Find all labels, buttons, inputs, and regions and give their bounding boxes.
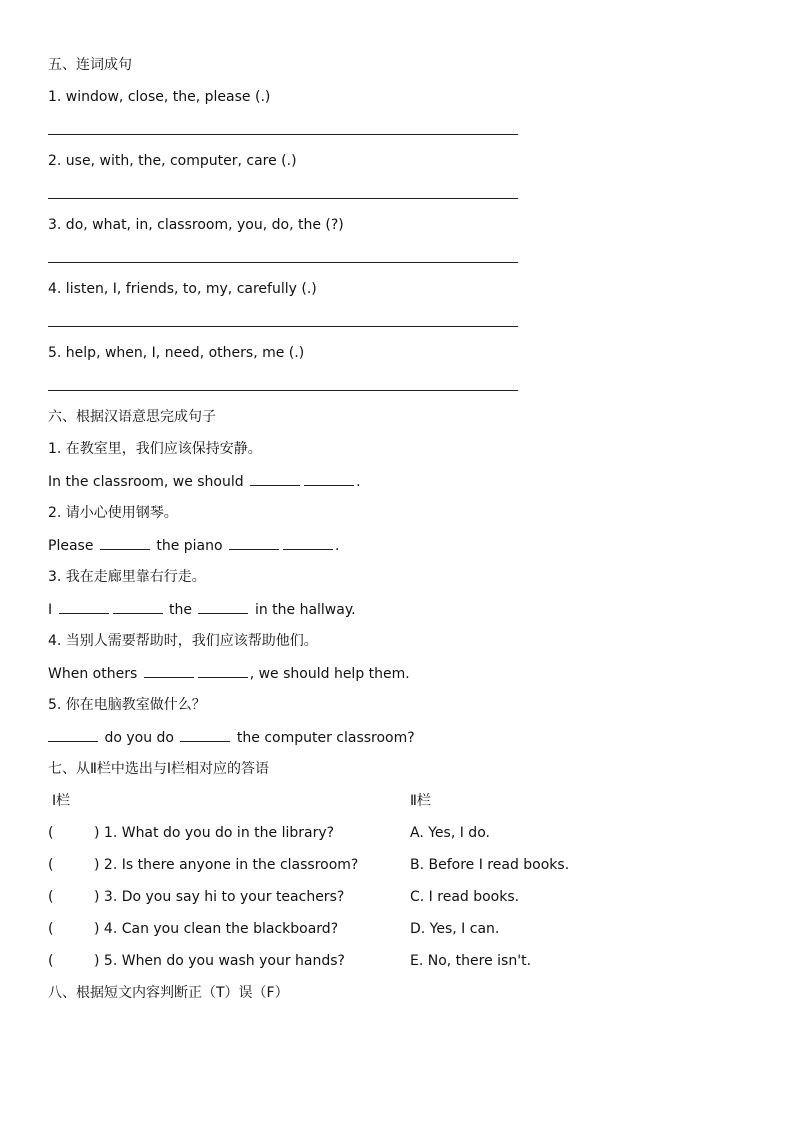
answer-option: C. I read books. bbox=[410, 889, 520, 905]
fill-blank[interactable] bbox=[59, 599, 109, 614]
section6-item-3-en bbox=[48, 599, 356, 619]
matching-row bbox=[48, 823, 608, 843]
section8-title: 八、根据短文内容判断正（T）误（F） bbox=[48, 985, 289, 1001]
fill-blank[interactable] bbox=[144, 663, 194, 678]
matching-row bbox=[48, 951, 608, 971]
fill-blank[interactable] bbox=[250, 471, 300, 486]
section5-item-4: 4. listen, I, friends, to, my, carefully (.) bbox=[48, 281, 317, 297]
fill-blank[interactable] bbox=[100, 535, 150, 550]
question-text: ) 2. Is there anyone in the classroom? bbox=[94, 857, 359, 873]
answer-option: A. Yes, I do. bbox=[410, 825, 490, 841]
matching-row bbox=[48, 855, 608, 875]
section5-item-1: 1. window, close, the, please (.) bbox=[48, 89, 271, 105]
text-segment: the piano bbox=[156, 538, 223, 554]
fill-blank[interactable] bbox=[113, 599, 163, 614]
column-2-header: Ⅱ栏 bbox=[410, 793, 431, 809]
section6-item-3-cn: 3. 我在走廊里靠右行走。 bbox=[48, 569, 206, 585]
column-headers bbox=[48, 791, 608, 811]
section5-item-3: 3. do, what, in, classroom, you, do, the (?) bbox=[48, 217, 344, 233]
question-text: ) 3. Do you say hi to your teachers? bbox=[94, 889, 345, 905]
answer-bracket[interactable]: ( bbox=[48, 921, 54, 937]
section6-item-2-en bbox=[48, 535, 339, 555]
answer-line-4[interactable] bbox=[48, 326, 518, 327]
section5-title: 五、连词成句 bbox=[48, 57, 132, 73]
text-segment: When others bbox=[48, 666, 138, 682]
text-segment: , we should help them. bbox=[249, 666, 410, 682]
column-1-header: Ⅰ栏 bbox=[52, 793, 71, 809]
text-segment: the computer classroom? bbox=[236, 730, 415, 746]
text-segment: the bbox=[169, 602, 193, 618]
text-segment: In the classroom, we should bbox=[48, 474, 244, 490]
section7-title: 七、从Ⅱ栏中选出与Ⅰ栏相对应的答语 bbox=[48, 761, 270, 777]
section6-title: 六、根据汉语意思完成句子 bbox=[48, 409, 216, 425]
answer-bracket[interactable]: ( bbox=[48, 889, 54, 905]
fill-blank[interactable] bbox=[198, 663, 248, 678]
section6-item-5-cn: 5. 你在电脑教室做什么？ bbox=[48, 697, 206, 713]
fill-blank[interactable] bbox=[180, 727, 230, 742]
text-segment: Please bbox=[48, 538, 94, 554]
section6-item-4-en bbox=[48, 663, 410, 683]
question-text: ) 4. Can you clean the blackboard? bbox=[94, 921, 339, 937]
answer-option: B. Before I read books. bbox=[410, 857, 570, 873]
answer-bracket[interactable]: ( bbox=[48, 857, 54, 873]
section6-item-5-en bbox=[48, 727, 415, 747]
fill-blank[interactable] bbox=[283, 535, 333, 550]
question-cell bbox=[48, 855, 358, 875]
text-segment: . bbox=[356, 474, 361, 490]
question-cell bbox=[48, 919, 338, 939]
fill-blank[interactable] bbox=[48, 727, 98, 742]
answer-option: E. No, there isn't. bbox=[410, 953, 532, 969]
fill-blank[interactable] bbox=[304, 471, 354, 486]
question-cell bbox=[48, 823, 334, 843]
section6-item-2-cn: 2. 请小心使用钢琴。 bbox=[48, 505, 178, 521]
question-cell bbox=[48, 951, 345, 971]
matching-row bbox=[48, 887, 608, 907]
section5-item-2: 2. use, with, the, computer, care (.) bbox=[48, 153, 297, 169]
section6-item-1-en bbox=[48, 471, 361, 491]
text-segment: in the hallway. bbox=[254, 602, 356, 618]
fill-blank[interactable] bbox=[229, 535, 279, 550]
text-segment: do you do bbox=[104, 730, 174, 746]
text-segment: I bbox=[48, 602, 53, 618]
section5-item-5: 5. help, when, I, need, others, me (.) bbox=[48, 345, 305, 361]
answer-bracket[interactable]: ( bbox=[48, 953, 54, 969]
section6-item-4-cn: 4. 当别人需要帮助时，我们应该帮助他们。 bbox=[48, 633, 318, 649]
question-text: ) 5. When do you wash your hands? bbox=[94, 953, 345, 969]
answer-option: D. Yes, I can. bbox=[410, 921, 500, 937]
fill-blank[interactable] bbox=[198, 599, 248, 614]
question-text: ) 1. What do you do in the library? bbox=[94, 825, 335, 841]
answer-line-2[interactable] bbox=[48, 198, 518, 199]
section6-item-1-cn: 1. 在教室里，我们应该保持安静。 bbox=[48, 441, 262, 457]
answer-line-1[interactable] bbox=[48, 134, 518, 135]
text-segment: . bbox=[335, 538, 340, 554]
answer-line-5[interactable] bbox=[48, 390, 518, 391]
question-cell bbox=[48, 887, 344, 907]
answer-line-3[interactable] bbox=[48, 262, 518, 263]
answer-bracket[interactable]: ( bbox=[48, 825, 54, 841]
matching-row bbox=[48, 919, 608, 939]
